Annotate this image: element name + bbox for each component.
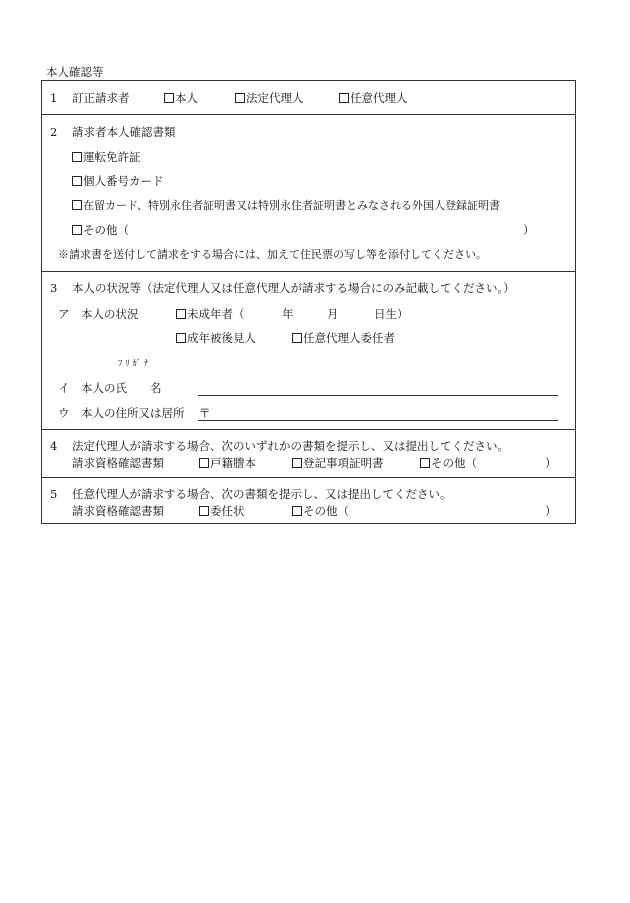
power-of-attorney-option[interactable]: 委任状 bbox=[199, 504, 245, 518]
checkbox-icon bbox=[72, 152, 82, 162]
checkbox-icon bbox=[164, 93, 174, 103]
voluntary-agent-docs-label: 任意代理人が請求する場合、次の書類を提示し、又は提出してください。 bbox=[72, 487, 452, 501]
minor-option[interactable]: 未成年者（ bbox=[176, 307, 245, 321]
principal-status-sublabel: ア 本人の状況 bbox=[58, 307, 139, 321]
checkbox-icon bbox=[72, 176, 82, 186]
registry-certificate-option[interactable]: 登記事項証明書 bbox=[292, 456, 384, 470]
section-number: 3 bbox=[50, 281, 58, 295]
principal-name-field[interactable] bbox=[198, 395, 558, 396]
checkbox-icon bbox=[292, 333, 302, 343]
checkbox-icon bbox=[235, 93, 245, 103]
checkbox-icon bbox=[420, 458, 430, 468]
checkbox-icon bbox=[292, 506, 302, 516]
checkbox-icon bbox=[199, 506, 209, 516]
birth-year-label: 年 bbox=[282, 307, 294, 321]
family-register-option[interactable]: 戸籍謄本 bbox=[199, 456, 256, 470]
section-number: 2 bbox=[50, 125, 58, 139]
identity-verification-form bbox=[41, 80, 576, 524]
qualification-docs-label: 請求資格確認書類 bbox=[72, 504, 164, 518]
principal-address-field[interactable] bbox=[198, 420, 558, 421]
legal-agent-docs-label: 法定代理人が請求する場合、次のいずれかの書類を提示し、又は提出してください。 bbox=[72, 439, 509, 453]
other-document-close-paren: ） bbox=[523, 223, 535, 237]
other-document-option[interactable]: その他（ bbox=[72, 223, 129, 237]
principal-name-label: イ 本人の氏 名 bbox=[58, 381, 162, 395]
section-legal-agent-docs bbox=[42, 429, 575, 477]
requester-legal-agent-option[interactable]: 法定代理人 bbox=[235, 91, 304, 105]
residence-card-option[interactable]: 在留カード、特別永住者証明書又は特別永住者証明書とみなされる外国人登録証明書 bbox=[72, 199, 500, 213]
principal-of-voluntary-agent-option[interactable]: 任意代理人委任者 bbox=[292, 331, 395, 345]
section-voluntary-agent-docs bbox=[42, 477, 575, 523]
my-number-card-option[interactable]: 個人番号カード bbox=[72, 174, 164, 188]
principal-address-label: ウ 本人の住所又は居所 bbox=[58, 406, 185, 420]
legal-agent-other-option[interactable]: その他（ bbox=[420, 456, 477, 470]
requester-self-option[interactable]: 本人 bbox=[164, 91, 198, 105]
birth-month-label: 月 bbox=[327, 307, 339, 321]
section-principal-status bbox=[42, 271, 575, 429]
checkbox-icon bbox=[199, 458, 209, 468]
id-documents-label: 請求者本人確認書類 bbox=[72, 125, 176, 139]
checkbox-icon bbox=[72, 200, 82, 210]
requester-voluntary-agent-option[interactable]: 任意代理人 bbox=[339, 91, 408, 105]
section-requester bbox=[42, 81, 575, 114]
adult-ward-option[interactable]: 成年被後見人 bbox=[176, 331, 256, 345]
mail-request-note: ※請求書を送付して請求をする場合には、加えて住民票の写し等を添付してください。 bbox=[58, 248, 487, 261]
birth-day-label: 日生） bbox=[374, 307, 409, 321]
checkbox-icon bbox=[292, 458, 302, 468]
checkbox-icon bbox=[72, 225, 82, 235]
qualification-docs-label: 請求資格確認書類 bbox=[72, 456, 164, 470]
furigana-label: ﾌﾘｶﾞﾅ bbox=[118, 359, 152, 369]
checkbox-icon bbox=[176, 309, 186, 319]
section-number: 4 bbox=[50, 439, 58, 453]
voluntary-agent-other-close-paren: ） bbox=[545, 504, 557, 518]
section-heading: 本人確認等 bbox=[46, 65, 104, 79]
legal-agent-other-close-paren: ） bbox=[545, 456, 557, 470]
voluntary-agent-other-option[interactable]: その他（ bbox=[292, 504, 349, 518]
section-id-documents bbox=[42, 114, 575, 271]
section-number: 5 bbox=[50, 487, 58, 501]
checkbox-icon bbox=[176, 333, 186, 343]
drivers-license-option[interactable]: 運転免許証 bbox=[72, 150, 141, 164]
postal-mark: 〒 bbox=[199, 406, 211, 420]
principal-status-label: 本人の状況等（法定代理人又は任意代理人が請求する場合にのみ記載してください。） bbox=[72, 281, 515, 295]
checkbox-icon bbox=[339, 93, 349, 103]
section-number: 1 bbox=[50, 91, 58, 105]
requester-label: 訂正請求者 bbox=[72, 91, 130, 105]
